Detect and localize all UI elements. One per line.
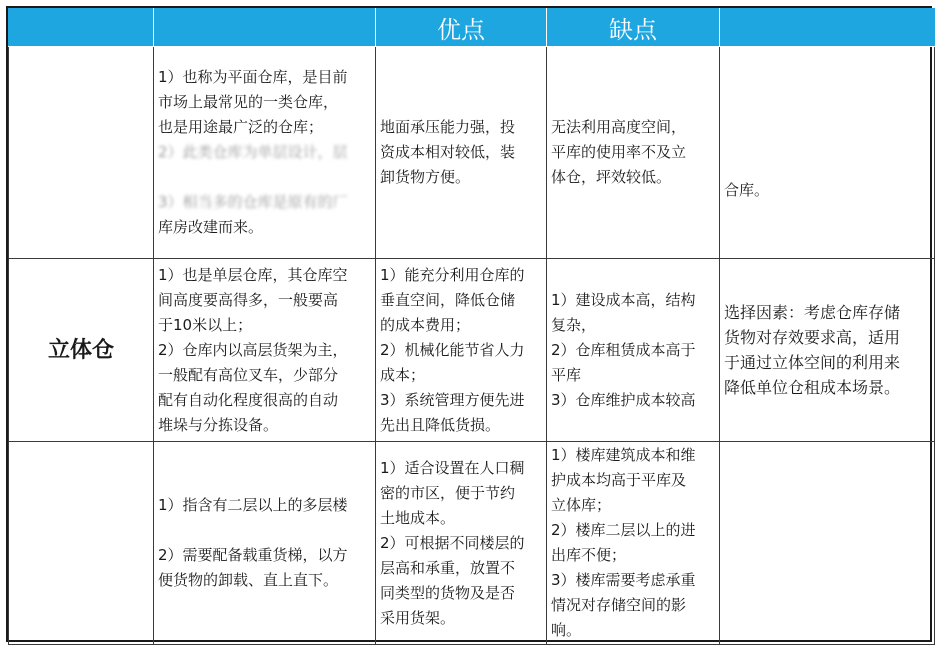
- header-pros: 优点: [376, 9, 547, 47]
- desc-blur-gap: [158, 165, 371, 190]
- header-selection: [720, 9, 935, 47]
- header-row: [9, 9, 935, 47]
- pros-cell-stereo: 1）能充分利用仓库的 垂直空间，降低仓储 的成本费用； 2）机械化能节省人力 成本； 3）系统管理方便先进 先出且降低货损。: [376, 259, 547, 442]
- desc-line: 1）也称为平面仓库，是目前: [158, 68, 348, 86]
- selection-blurred-area: [724, 103, 930, 178]
- desc-blur-gap: [158, 518, 371, 543]
- row-label-flat: [9, 47, 154, 259]
- selection-cell-building: [720, 442, 935, 645]
- selection-tail: 合库。: [724, 180, 770, 199]
- cons-cell-flat: 无法利用高度空间， 平库的使用率不及立 体仓，坪效较低。: [547, 47, 720, 259]
- table-row-building-warehouse: [9, 442, 935, 645]
- table-row-flat-warehouse: [9, 47, 935, 259]
- header-type: [9, 9, 154, 47]
- desc-line: 也是用途最广泛的仓库；: [158, 118, 324, 136]
- desc-line-blurred: 2）此类仓库为单层设计，层: [158, 143, 348, 161]
- warehouse-comparison-table: [6, 6, 932, 642]
- header-cons: 缺点: [547, 9, 720, 47]
- desc-line: 市场上最常见的一类仓库，: [158, 93, 339, 111]
- comparison-grid: [8, 8, 935, 645]
- desc-line: 便货物的卸载、直上直下。: [158, 571, 339, 589]
- desc-line: 2）需要配备载重货梯，以方: [158, 546, 348, 564]
- pros-cell-building: 1）适合设置在人口稠 密的市区，便于节约 土地成本。 2）可根据不同楼层的 层高和承重，放置不 同类型的货物及是否 采用货架。: [376, 442, 547, 645]
- pros-cell-flat: 地面承压能力强，投 资成本相对较低，装 卸货物方便。: [376, 47, 547, 259]
- desc-line: 库房改建而来。: [158, 218, 264, 236]
- row-label-building: [9, 442, 154, 645]
- table-row-stereo-warehouse: [9, 259, 935, 442]
- selection-cell-stereo: 选择因素：考虑仓库存储 货物对存效要求高，适用 于通过立体空间的利用来 降低单位仓租成本场景。: [720, 259, 935, 442]
- desc-line-blurred: 3）相当多的仓库是原有的厂: [158, 193, 348, 211]
- description-cell-building: [154, 442, 376, 645]
- desc-line: 1）指含有二层以上的多层楼: [158, 496, 348, 514]
- cons-cell-building: 1）楼库建筑成本和维 护成本均高于平库及 立体库； 2）楼库二层以上的进 出库不便； 3）楼库需要考虑承重 情况对存储空间的影 响。: [547, 442, 720, 645]
- row-label-stereo: 立体仓: [9, 259, 154, 442]
- selection-cell-flat: [720, 47, 935, 259]
- table-header: [9, 9, 935, 47]
- description-cell-stereo: 1）也是单层仓库，其仓库空 间高度要高得多，一般要高 于10米以上； 2）仓库内以高层货架为主， 一般配有高位叉车，少部分 配有自动化程度很高的自动 堆垛与分拣设备。: [154, 259, 376, 442]
- description-cell-flat: [154, 47, 376, 259]
- cons-cell-stereo: 1）建设成本高，结构 复杂， 2）仓库租赁成本高于 平库 3）仓库维护成本较高: [547, 259, 720, 442]
- header-description: [154, 9, 376, 47]
